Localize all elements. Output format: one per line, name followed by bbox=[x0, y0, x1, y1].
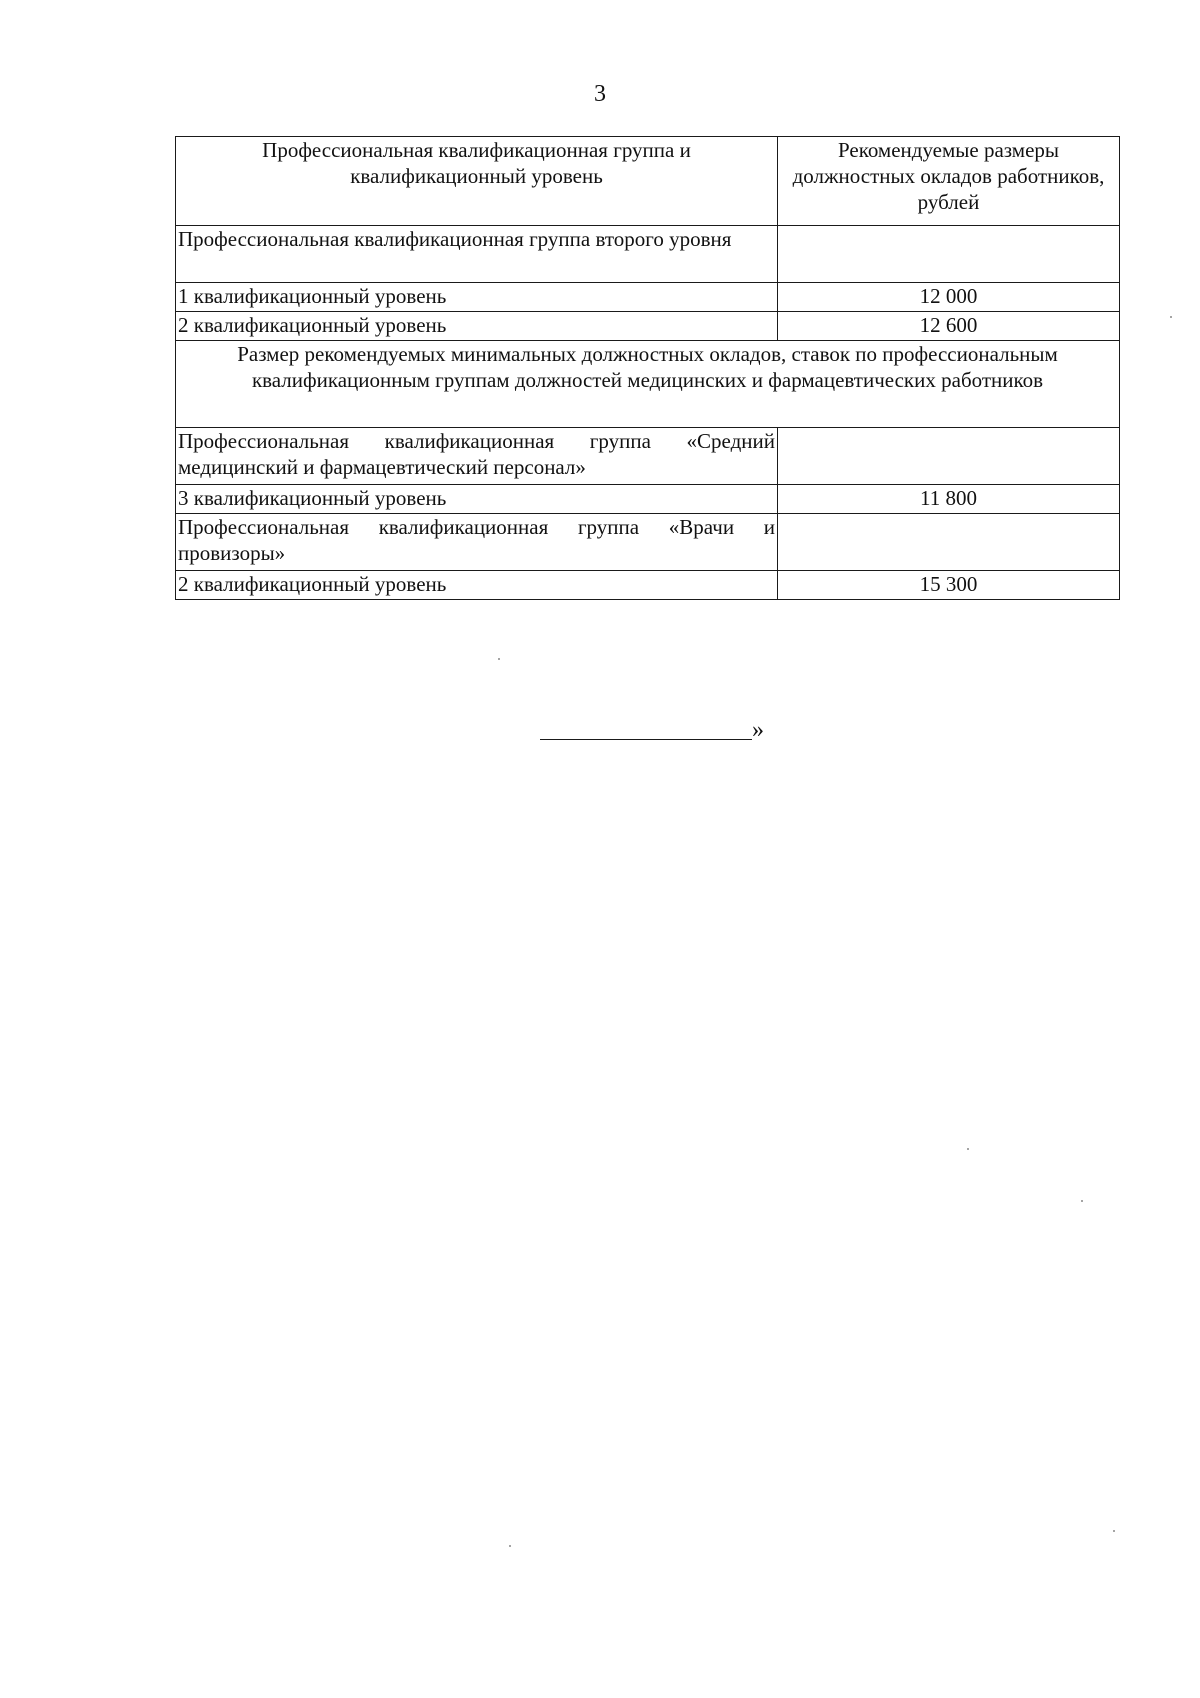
table-row bbox=[176, 226, 1120, 283]
table-row bbox=[176, 428, 1120, 485]
group-label: Профессиональная квалификационная группа «Средний медицинский и фармацевтический персонал» bbox=[176, 428, 778, 485]
document-end-mark bbox=[540, 716, 764, 744]
salary-value bbox=[778, 226, 1120, 283]
level-label: 2 квалификационный уровень bbox=[176, 571, 778, 600]
header-group-level: Профессиональная квалификационная группа и квалификационный уровень bbox=[176, 137, 778, 226]
salary-value: 12 000 bbox=[778, 283, 1120, 312]
section-heading: Размер рекомендуемых минимальных должностных окладов, ставок по профессиональным квалификационным группам должностей медицинских и фармацевтических работников bbox=[176, 341, 1120, 428]
end-line bbox=[540, 739, 752, 740]
group-label: Профессиональная квалификационная группа второго уровня bbox=[176, 226, 778, 283]
salary-table bbox=[175, 136, 1120, 600]
salary-value bbox=[778, 514, 1120, 571]
scan-speck bbox=[1113, 1530, 1115, 1532]
scan-speck bbox=[509, 1545, 511, 1547]
header-salary: Рекомендуемые размеры должностных окладов работников, рублей bbox=[778, 137, 1120, 226]
scan-speck bbox=[967, 1148, 969, 1150]
closing-quote: » bbox=[752, 717, 764, 743]
level-label: 1 квалификационный уровень bbox=[176, 283, 778, 312]
salary-value: 12 600 bbox=[778, 312, 1120, 341]
table-row bbox=[176, 514, 1120, 571]
scan-speck bbox=[1170, 316, 1172, 318]
scan-speck bbox=[498, 658, 500, 660]
salary-value: 11 800 bbox=[778, 485, 1120, 514]
table-row bbox=[176, 312, 1120, 341]
table-row bbox=[176, 571, 1120, 600]
section-heading-row bbox=[176, 341, 1120, 428]
salary-value: 15 300 bbox=[778, 571, 1120, 600]
level-label: 3 квалификационный уровень bbox=[176, 485, 778, 514]
level-label: 2 квалификационный уровень bbox=[176, 312, 778, 341]
salary-value bbox=[778, 428, 1120, 485]
group-label: Профессиональная квалификационная группа «Врачи и провизоры» bbox=[176, 514, 778, 571]
table-row bbox=[176, 283, 1120, 312]
page-number: 3 bbox=[594, 81, 606, 107]
table-row bbox=[176, 485, 1120, 514]
table-header-row bbox=[176, 137, 1120, 226]
scan-speck bbox=[1081, 1200, 1083, 1202]
